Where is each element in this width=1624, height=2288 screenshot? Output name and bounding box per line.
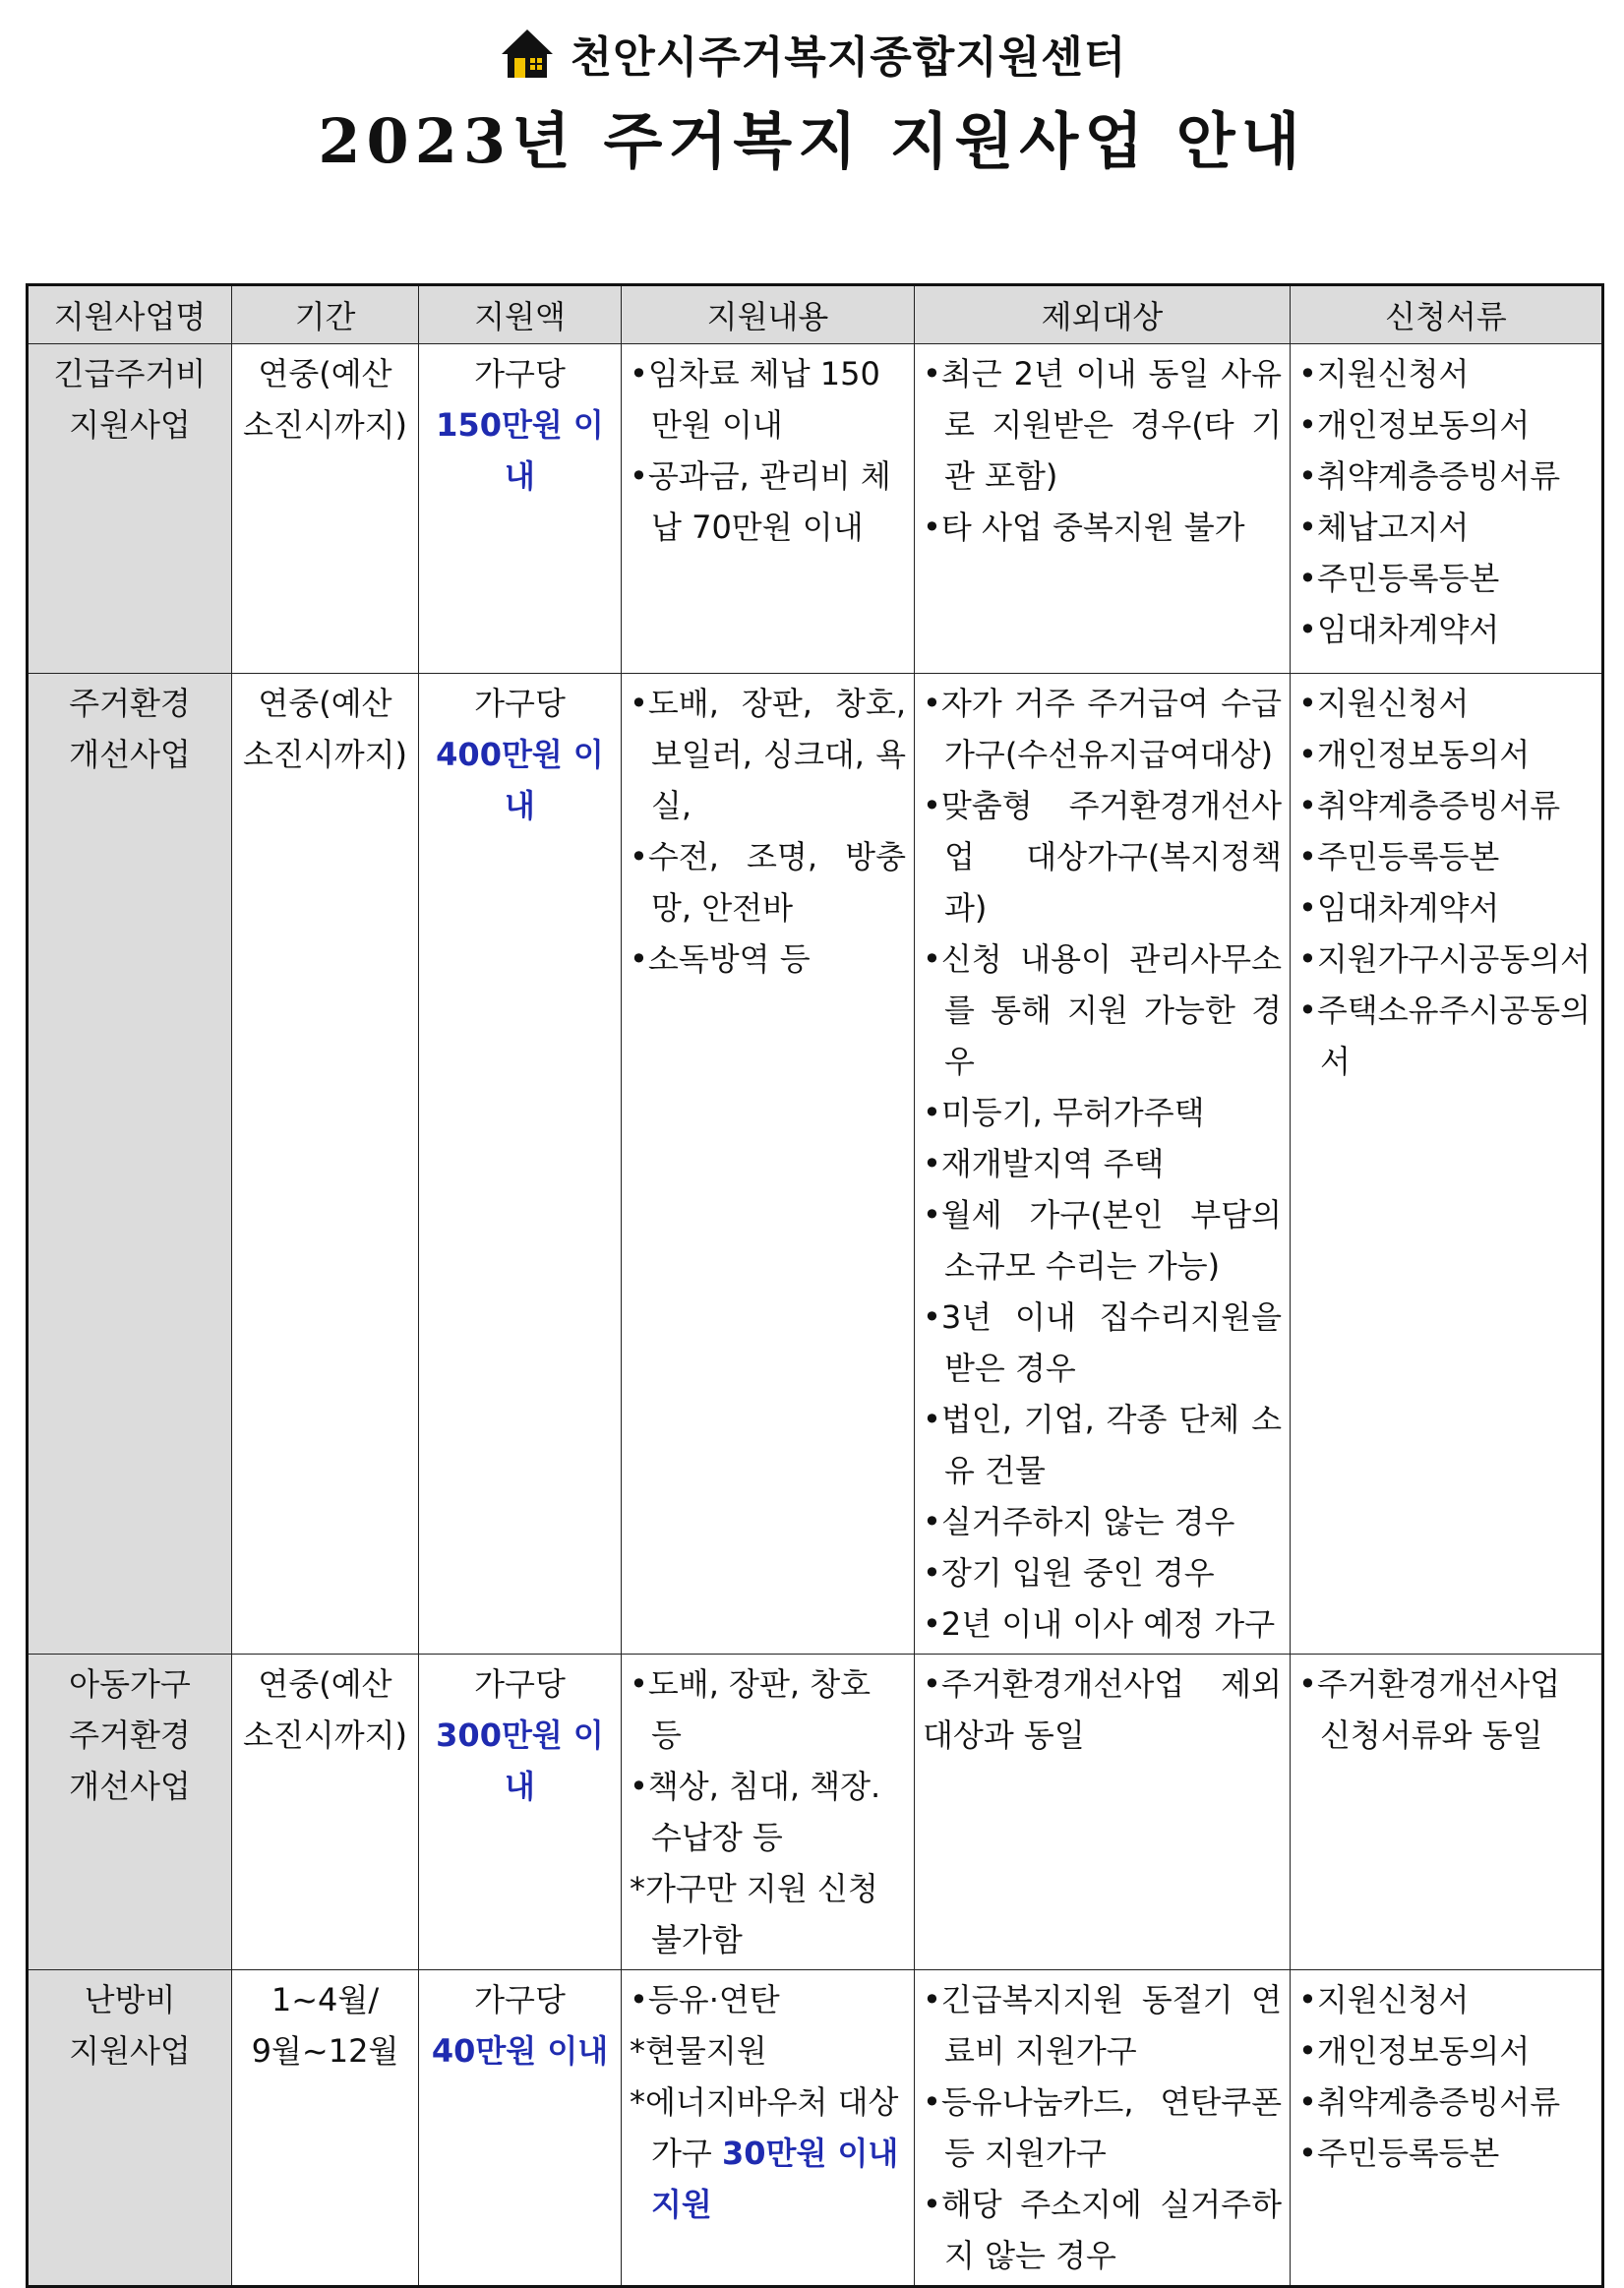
column-header-period: 기간	[232, 285, 419, 344]
center-line	[0, 18, 1624, 89]
column-header-exclusions: 제외대상	[915, 285, 1291, 344]
note-item	[630, 2077, 906, 2230]
list-item: •임대차계약서	[1298, 611, 1500, 648]
documents-cell	[1291, 1970, 1603, 2287]
page-title: 2023년 주거복지 지원사업 안내	[318, 105, 1306, 177]
documents-cell	[1291, 674, 1603, 1655]
list-item: •취약계층증빙서류	[1298, 2083, 1561, 2121]
list-item: •맞춤형 주거환경개선사업 대상가구(복지정책과)	[923, 787, 1282, 927]
voucher-amount: 30만원 이내 지원	[651, 2135, 899, 2223]
amount-cell: 가구당 300만원 이내	[419, 1655, 622, 1970]
list-item: •월세 가구(본인 부담의 소규모 수리는 가능)	[923, 1196, 1282, 1285]
list-item: •도배, 장판, 창호, 보일러, 싱크대, 욕실,	[630, 685, 906, 824]
amount-cell: 가구당 40만원 이내	[419, 1970, 622, 2287]
amount-cell: 가구당 150만원 이내	[419, 344, 622, 674]
list-item: •등유나눔카드, 연탄쿠폰 등 지원가구	[923, 2083, 1282, 2172]
table-header-row	[28, 285, 1603, 344]
list-item: •체납고지서	[1298, 509, 1470, 546]
list-item: •타 사업 중복지원 불가	[923, 509, 1245, 546]
column-header-content: 지원내용	[622, 285, 915, 344]
list-item: •지원가구시공동의서	[1298, 940, 1592, 978]
list-item: •재개발지역 주택	[923, 1145, 1165, 1182]
table-row	[28, 344, 1603, 674]
column-header-amount: 지원액	[419, 285, 622, 344]
list-item: •개인정보동의서	[1298, 2032, 1531, 2070]
documents-cell	[1291, 1655, 1603, 1970]
list-item: •도배, 장판, 창호 등	[630, 1665, 872, 1754]
list-item: •개인정보동의서	[1298, 406, 1531, 444]
center-name: 천안시주거복지종합지원센터	[570, 32, 1127, 83]
list-item: •지원신청서	[1298, 1981, 1470, 2018]
list-item: •책상, 침대, 책장. 수납장 등	[630, 1768, 881, 1856]
program-name: 주거환경 개선사업	[28, 674, 232, 1655]
list-item: •임차료 체납 150만원 이내	[630, 355, 880, 444]
table-row	[28, 674, 1603, 1655]
list-item: •법인, 기업, 각종 단체 소유 건물	[923, 1401, 1282, 1489]
list-item: •자가 거주 주거급여 수급가구(수선유지급여대상)	[923, 685, 1282, 773]
content-cell	[622, 1970, 915, 2287]
list-item: •취약계층증빙서류	[1298, 457, 1561, 495]
support-program-table	[26, 283, 1604, 2288]
list-item: •소독방역 등	[630, 940, 811, 978]
program-name: 긴급주거비 지원사업	[28, 344, 232, 674]
column-header-documents: 신청서류	[1291, 285, 1603, 344]
program-name: 아동가구 주거환경 개선사업	[28, 1655, 232, 1970]
list-item: •주민등록등본	[1298, 838, 1500, 875]
exclusions-cell	[915, 1970, 1291, 2287]
period-cell: 연중(예산 소진시까지)	[232, 674, 419, 1655]
list-item: •주민등록등본	[1298, 560, 1500, 597]
page-header	[0, 18, 1624, 181]
list-item: •등유·연탄	[630, 1981, 780, 2018]
exclusions-text: •주거환경개선사업 제외대상과 동일	[923, 1665, 1282, 1754]
amount-value: 150만원 이내	[436, 406, 604, 495]
period-cell: 1~4월/ 9월~12월	[232, 1970, 419, 2287]
amount-value: 400만원 이내	[436, 736, 604, 824]
list-item: •주거환경개선사업 신청서류와 동일	[1298, 1665, 1561, 1754]
amount-value: 300만원 이내	[436, 1716, 604, 1805]
list-item: •주민등록등본	[1298, 2135, 1500, 2172]
list-item: •3년 이내 집수리지원을 받은 경우	[923, 1298, 1282, 1387]
content-cell	[622, 1655, 915, 1970]
note-item: *가구만 지원 신청 불가함	[630, 1870, 878, 1958]
content-cell	[622, 344, 915, 674]
list-item: •미등기, 무허가주택	[923, 1094, 1205, 1131]
list-item: •수전, 조명, 방충망, 안전바	[630, 838, 906, 927]
list-item: •임대차계약서	[1298, 889, 1500, 927]
list-item: •장기 입원 중인 경우	[923, 1554, 1215, 1592]
list-item: •최근 2년 이내 동일 사유로 지원받은 경우(타 기관 포함)	[923, 355, 1282, 495]
voucher-prefix: *에너지바우처 대상 가구	[630, 2083, 899, 2172]
house-logo-icon	[498, 25, 557, 82]
period-cell: 연중(예산 소진시까지)	[232, 1655, 419, 1970]
list-item: •2년 이내 이사 예정 가구	[923, 1605, 1276, 1643]
table-row	[28, 1655, 1603, 1970]
amount-value: 40만원 이내	[431, 2032, 609, 2070]
exclusions-cell	[915, 674, 1291, 1655]
list-item: •주택소유주시공동의서	[1298, 992, 1592, 1080]
list-item: •취약계층증빙서류	[1298, 787, 1561, 824]
content-cell	[622, 674, 915, 1655]
program-name: 난방비 지원사업	[28, 1970, 232, 2287]
list-item: •지원신청서	[1298, 685, 1470, 722]
list-item: •지원신청서	[1298, 355, 1470, 392]
table-row	[28, 1970, 1603, 2287]
list-item: •긴급복지지원 동절기 연료비 지원가구	[923, 1981, 1282, 2070]
exclusions-cell	[915, 344, 1291, 674]
list-item: •공과금, 관리비 체납 70만원 이내	[630, 457, 891, 546]
documents-cell	[1291, 344, 1603, 674]
list-item: •실거주하지 않는 경우	[923, 1503, 1235, 1540]
exclusions-cell	[915, 1655, 1291, 1970]
list-item: •개인정보동의서	[1298, 736, 1531, 773]
amount-cell: 가구당 400만원 이내	[419, 674, 622, 1655]
list-item: •해당 주소지에 실거주하지 않는 경우	[923, 2186, 1282, 2274]
period-cell: 연중(예산 소진시까지)	[232, 344, 419, 674]
list-item: •신청 내용이 관리사무소를 통해 지원 가능한 경우	[923, 940, 1282, 1080]
column-header-program: 지원사업명	[28, 285, 232, 344]
note-item: *현물지원	[630, 2032, 767, 2070]
